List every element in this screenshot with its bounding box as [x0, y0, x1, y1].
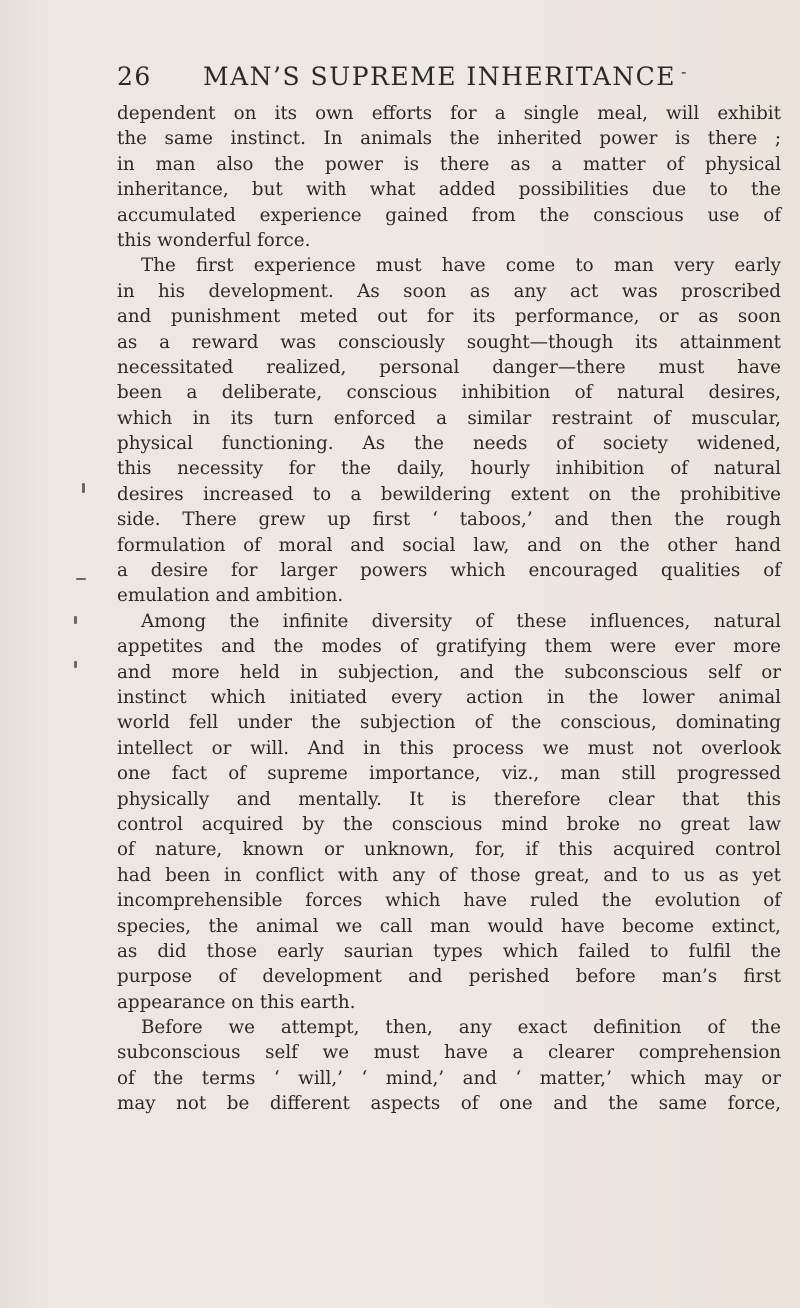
- text-line: Before we attempt, then, any exact definition of the: [141, 1017, 781, 1039]
- text-line: the same instinct. In animals the inherited power is there ;: [117, 128, 781, 150]
- text-line: incomprehensible forces which have ruled the evolution of: [117, 890, 781, 912]
- text-line: intellect or will. And in this process we must not overlook: [117, 737, 781, 759]
- text-line: in man also the power is there as a matter of physical: [117, 153, 781, 175]
- margin-tick: [74, 661, 77, 668]
- text-line: been a deliberate, conscious inhibition of natural desires,: [117, 382, 781, 404]
- text-line: in his development. As soon as any act was proscribed: [117, 280, 781, 302]
- text-line: physical functioning. As the needs of society widened,: [117, 433, 781, 455]
- text-line: inheritance, but with what added possibilities due to the: [117, 179, 781, 201]
- text-line: may not be different aspects of one and the same force,: [117, 1093, 781, 1115]
- text-line: control acquired by the conscious mind broke no great law: [117, 813, 781, 835]
- text-line: and punishment meted out for its performance, or as soon: [117, 306, 781, 328]
- text-line: Among the infinite diversity of these influences, natural: [141, 610, 781, 632]
- margin-tick: [76, 578, 86, 580]
- margin-tick: [82, 483, 85, 493]
- text-line: The first experience must have come to man very early: [141, 255, 781, 277]
- text-line: instinct which initiated every action in the lower animal: [117, 686, 781, 708]
- text-line: emulation and ambition.: [117, 585, 344, 607]
- page-header: [117, 62, 717, 102]
- text-line: appearance on this earth.: [117, 991, 356, 1013]
- header-mark: -: [681, 62, 688, 81]
- text-line: and more held in subjection, and the subconscious self or: [117, 661, 781, 683]
- text-line: species, the animal we call man would have become extinct,: [117, 915, 781, 937]
- text-line: as did those early saurian types which failed to fulfil the: [117, 940, 781, 962]
- text-line: world fell under the subjection of the conscious, dominating: [117, 712, 781, 734]
- margin-tick: [74, 616, 77, 624]
- text-line: which in its turn enforced a similar restraint of muscular,: [117, 407, 781, 429]
- text-line: of the terms ‘ will,’ ‘ mind,’ and ‘ matter,’ which may or: [117, 1067, 781, 1089]
- text-line: had been in conflict with any of those great, and to us as yet: [117, 864, 781, 886]
- body-text: [117, 101, 781, 1117]
- text-line: necessitated realized, personal danger—there must have: [117, 356, 781, 378]
- text-line: formulation of moral and social law, and on the other hand: [117, 534, 781, 556]
- margin-marks: [60, 0, 110, 1308]
- text-line: this necessity for the daily, hourly inhibition of natural: [117, 458, 781, 480]
- text-line: this wonderful force.: [117, 229, 311, 251]
- text-line: appetites and the modes of gratifying them were ever more: [117, 636, 781, 658]
- text-line: of nature, known or unknown, for, if this acquired control: [117, 839, 781, 861]
- text-line: accumulated experience gained from the conscious use of: [117, 204, 781, 226]
- text-line: physically and mentally. It is therefore clear that this: [117, 788, 781, 810]
- text-line: dependent on its own efforts for a single meal, will exhibit: [117, 103, 781, 124]
- text-line: purpose of development and perished before man’s first: [117, 966, 781, 988]
- text-line: a desire for larger powers which encouraged qualities of: [117, 560, 781, 582]
- text-line: one fact of supreme importance, viz., man still progressed: [117, 763, 781, 785]
- page-number: 26: [117, 62, 152, 91]
- text-line: desires increased to a bewildering extent on the prohibitive: [117, 483, 781, 505]
- running-title: MAN’S SUPREME INHERITANCE: [203, 62, 677, 91]
- text-line: subconscious self we must have a clearer comprehension: [117, 1042, 781, 1064]
- text-line: as a reward was consciously sought—though its attainment: [117, 331, 781, 353]
- text-line: side. There grew up first ‘ taboos,’ and then the rough: [117, 509, 781, 531]
